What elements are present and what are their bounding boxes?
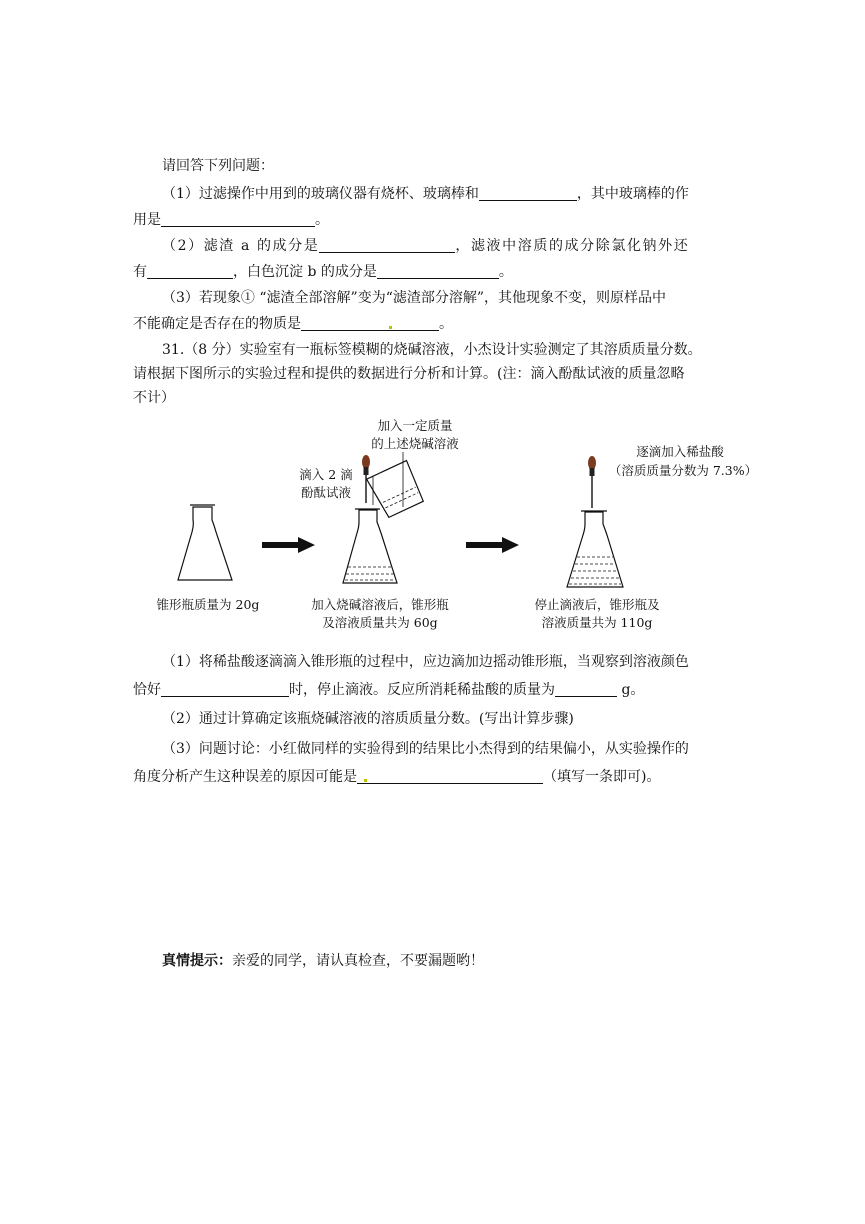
s1-text-b: 恰好 (133, 682, 161, 698)
flask-with-solution (343, 509, 397, 583)
tip-text: 亲爱的同学，请认真检查，不要漏题哟！ (232, 953, 484, 969)
s1-line-1: （1）将稀盐酸逐滴滴入锥形瓶的过程中，应边滴加边摇动锥形瓶，当观察到溶液颜色 (162, 654, 689, 670)
caption-2-line-1: 加入烧碱溶液后，锥形瓶 (311, 597, 449, 612)
p31-line-3: 不计） (133, 390, 175, 406)
q3-text-a: （3）若现象① (162, 290, 255, 306)
caption-3-line-1: 停止滴液后，锥形瓶及 (534, 597, 660, 612)
q1-text-a: （1）过滤操作中用到的玻璃仪器有烧杯、玻璃棒和 (162, 186, 479, 202)
s1-line-2 (133, 680, 644, 700)
q1-text-b: ，其中玻璃棒的作 (576, 186, 689, 202)
q2-text-e: 。 (498, 264, 513, 280)
dropper-2 (588, 456, 596, 508)
label-acid-1: 逐滴加入稀盐酸 (636, 444, 724, 459)
q2-text-c: 有 (133, 264, 147, 280)
flask-after-titration (567, 511, 623, 587)
intro-line: 请回答下列问题： (162, 158, 274, 174)
caption-2-line-2: 及溶液质量共为 60g (322, 615, 438, 630)
s3-line-1: （3）问题讨论：小红做同样的实验得到的结果比小杰得到的结果偏小，从实验操作的 (162, 741, 689, 757)
label-acid-2: （溶质质量分数为 7.3%） (608, 463, 758, 478)
flask-empty (178, 505, 232, 580)
tip-line (162, 951, 484, 971)
s3-text-b: 角度分析产生这种误差的原因可能是 (133, 769, 357, 785)
arrow-1 (262, 537, 315, 553)
q2-text-d: ，白色沉淀 b 的成分是 (233, 264, 377, 280)
label-add-naoh-2: 的上述烧碱溶液 (371, 436, 459, 451)
q2-text-a: （2）滤渣 a 的成分是 (162, 238, 320, 254)
caption-3-line-2: 溶液质量共为 110g (541, 615, 653, 630)
q3-text-d: 。 (439, 316, 453, 332)
p31-line-2: 请根据下图所示的实验过程和提供的数据进行分析和计算。(注：滴入酚酞试液的质量忽略 (133, 366, 685, 382)
s1-text-d: g。 (617, 682, 645, 698)
q2-text-b: ，滤液中溶质的成分除氯化钠外还 (455, 238, 690, 254)
s1-text-c: 时，停止滴液。反应所消耗稀盐酸的质量为 (289, 682, 555, 698)
q1-text-c: 用是 (133, 212, 161, 228)
q1-text-d: 。 (315, 212, 329, 228)
s2-line: （2）通过计算确定该瓶烧碱溶液的溶质质量分数。(写出计算步骤) (162, 711, 574, 727)
s1-blank-2[interactable] (555, 682, 617, 697)
s3-text-c: （填写一条即可)。 (543, 769, 661, 785)
tip-label: 真情提示： (162, 953, 232, 969)
p31-line-1: 31.（8 分）实验室有一瓶标签模糊的烧碱溶液，小杰设计实验测定了其溶质质量分数。 (162, 342, 702, 358)
mark-dot (364, 779, 367, 782)
q3-text-c: 不能确定是否存在的物质是 (133, 316, 301, 332)
label-drip-1: 滴入 2 滴 (299, 467, 353, 482)
caption-1: 锥形瓶质量为 20g (156, 597, 260, 612)
s3-blank-1[interactable] (357, 769, 543, 784)
label-add-naoh-1: 加入一定质量 (377, 418, 453, 433)
label-drip-2: 酚酞试液 (300, 485, 351, 500)
q3-text-b: “滤渣全部溶解”变为“滤渣部分溶解”，其他现象不变，则原样品中 (259, 290, 667, 306)
arrow-2 (466, 537, 519, 553)
s3-line-2 (133, 767, 660, 787)
s1-blank-1[interactable] (161, 682, 289, 697)
